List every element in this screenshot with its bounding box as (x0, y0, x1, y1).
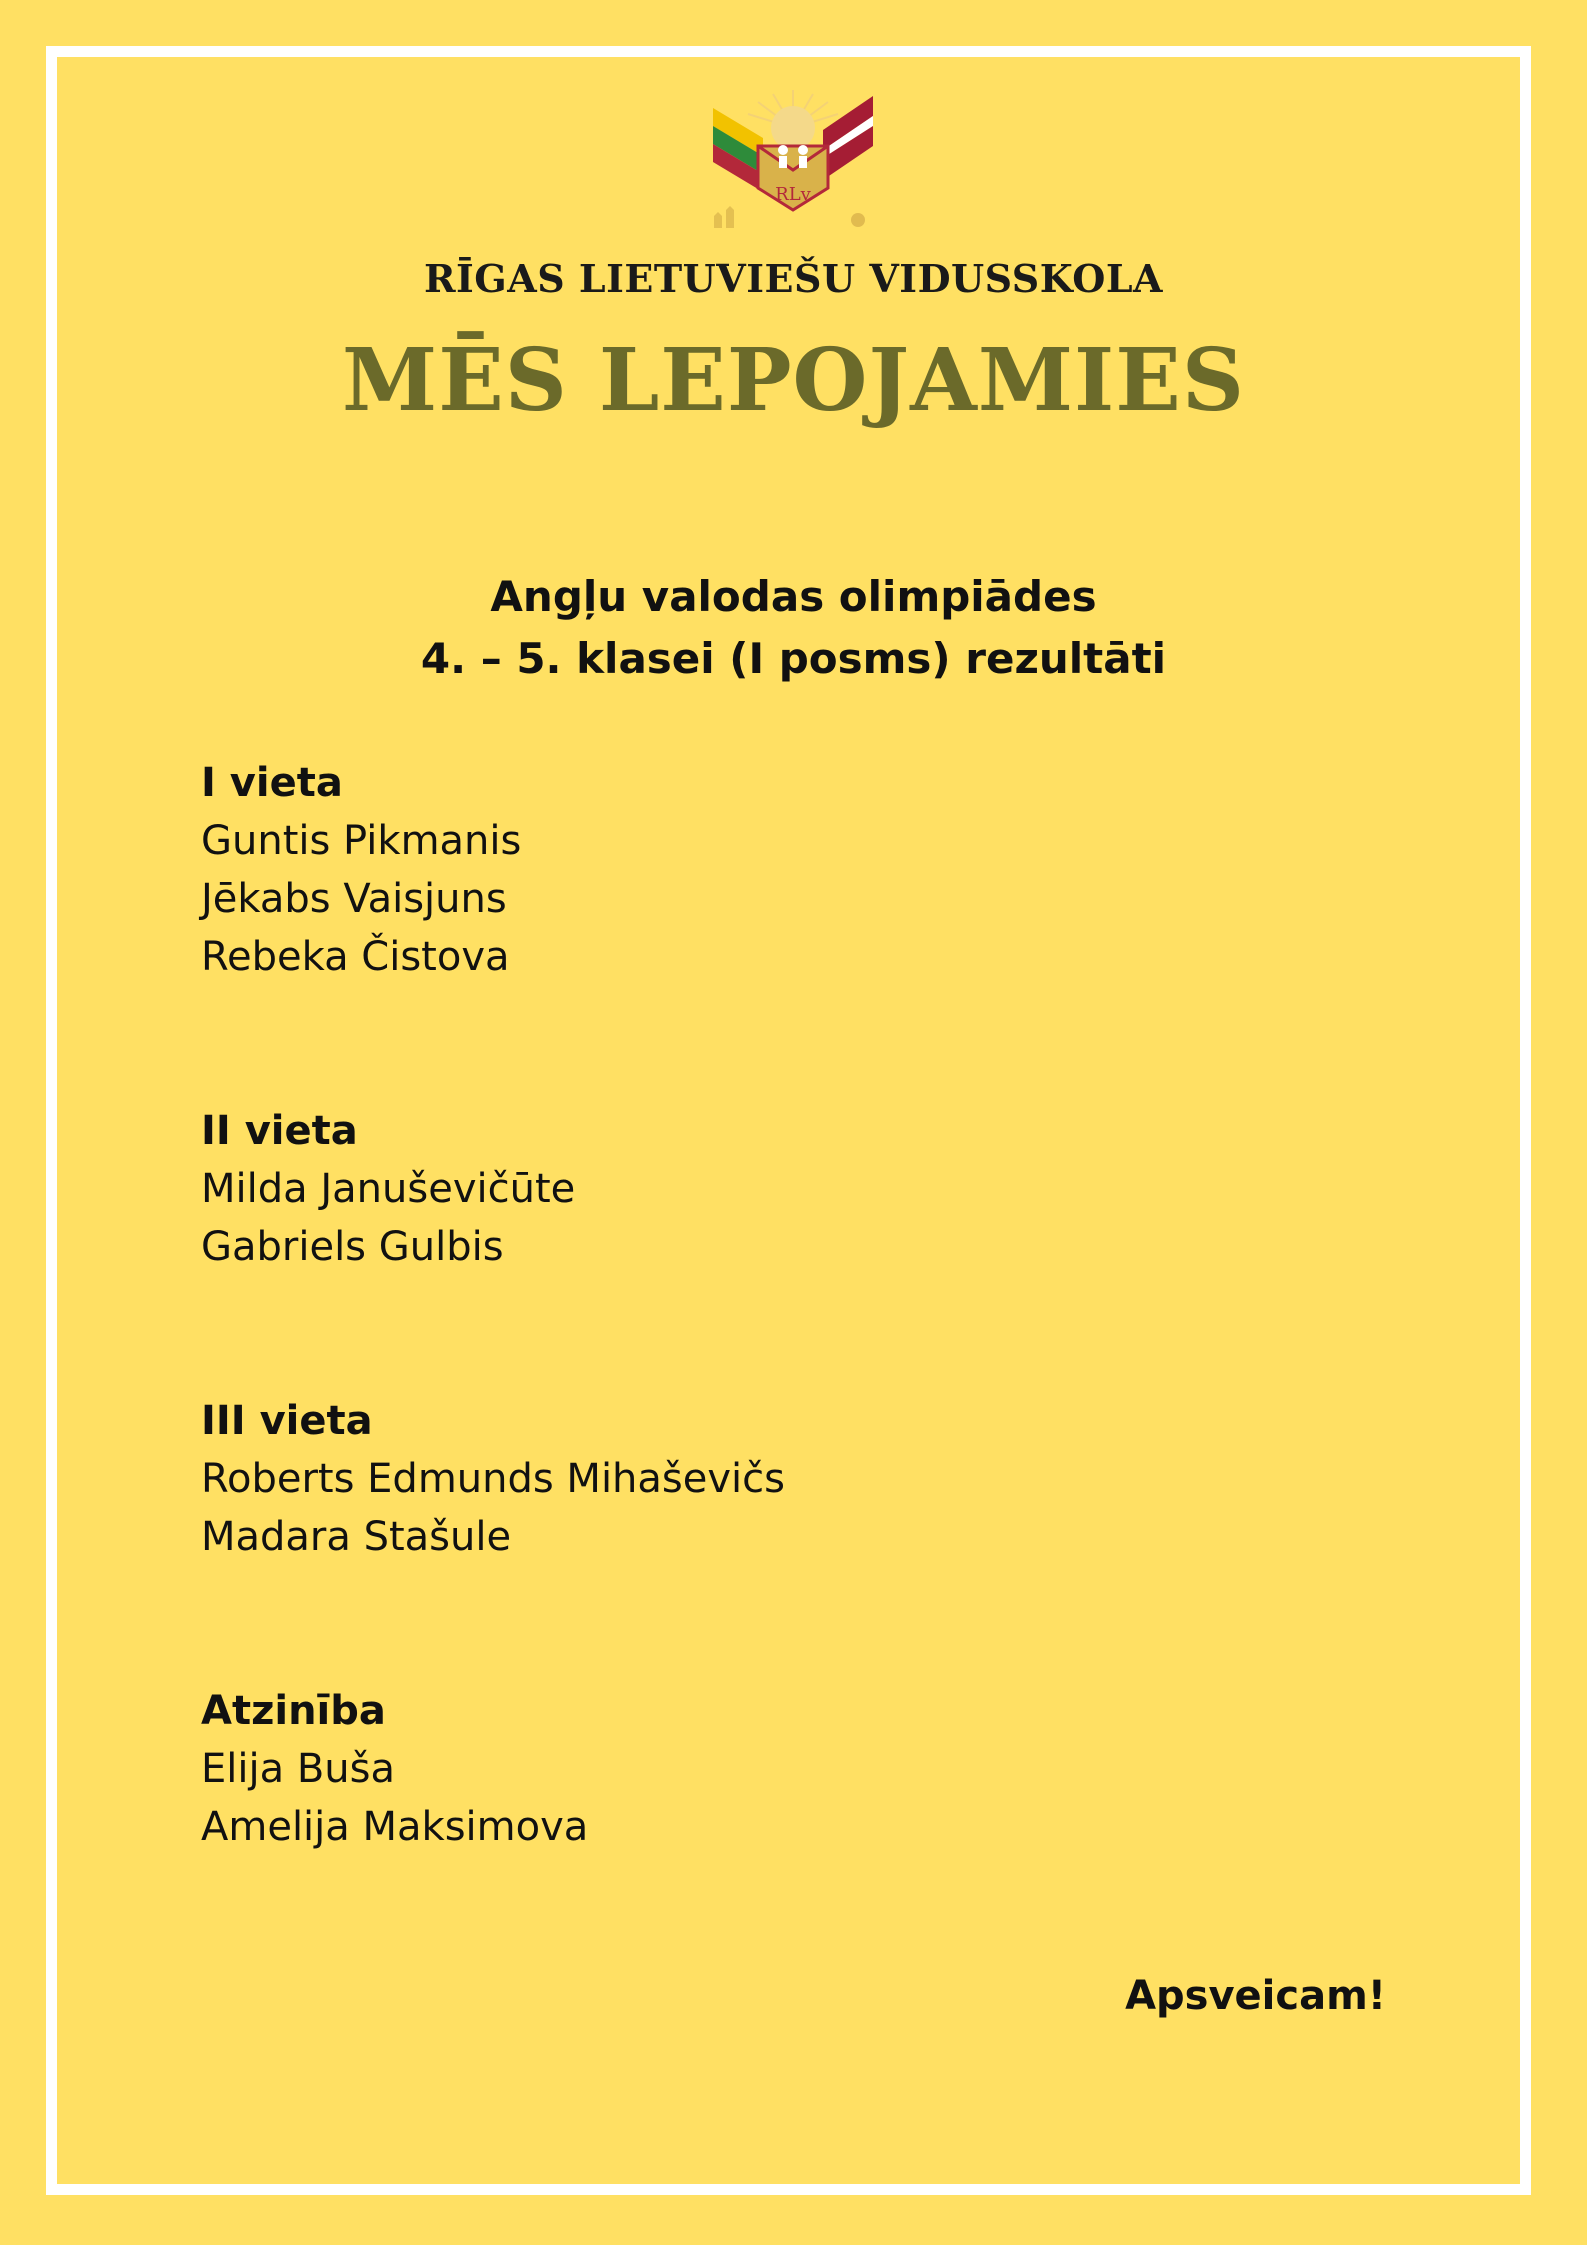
section-heading: III vieta (201, 1398, 373, 1444)
section-first-place (201, 754, 521, 986)
winner-name: Milda Januševičūte (201, 1166, 576, 1212)
section-heading: II vieta (201, 1108, 358, 1154)
section-heading: Atzinība (201, 1688, 386, 1734)
closing-text: Apsveicam! (1125, 1973, 1386, 2019)
winner-name: Elija Buša (201, 1746, 395, 1792)
section-recognition (201, 1682, 588, 1856)
section-second-place (201, 1102, 575, 1276)
section-heading: I vieta (201, 760, 343, 806)
winner-name: Amelija Maksimova (201, 1804, 589, 1850)
page-title: MĒS LEPOJAMIES (342, 330, 1245, 431)
section-third-place (201, 1392, 785, 1566)
crest-monogram: RLv (775, 184, 811, 205)
winner-name: Jēkabs Vaisjuns (201, 876, 507, 922)
winner-name: Gabriels Gulbis (201, 1224, 504, 1270)
winner-name: Rebeka Čistova (201, 934, 510, 980)
winner-name: Guntis Pikmanis (201, 818, 522, 864)
event-subtitle (0, 566, 1587, 690)
school-crest-icon (708, 88, 878, 238)
school-name: RĪGAS LIETUVIEŠU VIDUSSKOLA (423, 256, 1164, 301)
winner-name: Madara Stašule (201, 1514, 512, 1560)
subtitle-line-2: 4. – 5. klasei (I posms) rezultāti (420, 634, 1167, 683)
subtitle-line-1: Angļu valodas olimpiādes (490, 572, 1097, 621)
winner-name: Roberts Edmunds Mihaševičs (201, 1456, 785, 1502)
